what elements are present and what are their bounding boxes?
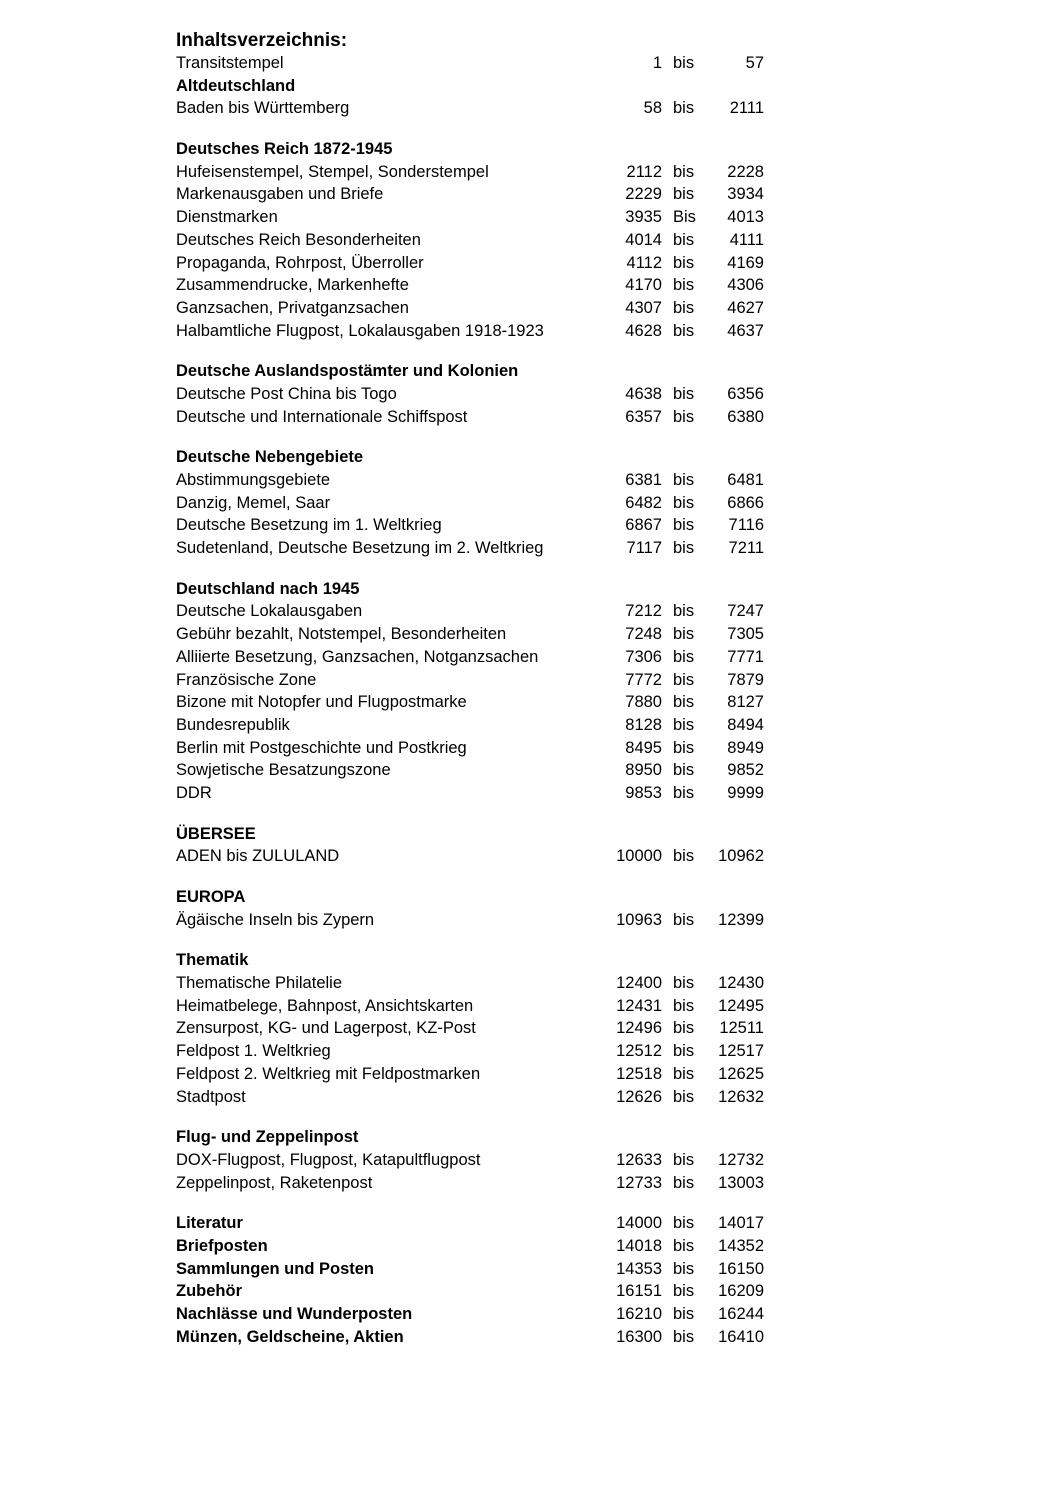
toc-entry-separator: bis bbox=[673, 910, 695, 929]
toc-entry bbox=[176, 229, 776, 252]
toc-entry bbox=[176, 1258, 776, 1281]
toc-entry bbox=[176, 406, 776, 429]
toc-entry-separator: bis bbox=[673, 54, 695, 72]
toc-entry-label: Französische Zone bbox=[176, 670, 317, 689]
page-title: Inhaltsverzeichnis: bbox=[176, 30, 348, 51]
toc-entry-to: 8127 bbox=[727, 693, 764, 712]
toc-entry-label: Zensurpost, KG- und Lagerpost, KZ-Post bbox=[176, 1019, 476, 1038]
toc-entry-label: Nachlässe und Wunderposten bbox=[176, 1305, 413, 1323]
toc-entry bbox=[176, 161, 776, 184]
toc-entry bbox=[176, 995, 776, 1018]
toc-entry-to: 12625 bbox=[718, 1064, 764, 1083]
toc-entry-label: Gebühr bezahlt, Notstempel, Besonderheiten bbox=[176, 625, 507, 644]
toc-entry bbox=[176, 469, 776, 492]
toc-entry-to: 6866 bbox=[727, 493, 764, 512]
toc-entry bbox=[176, 97, 776, 120]
toc-entry-to: 12495 bbox=[718, 996, 764, 1015]
toc-entry-from: 6381 bbox=[625, 471, 662, 489]
section-heading-label: EUROPA bbox=[176, 888, 246, 906]
toc-entry-to: 10962 bbox=[718, 847, 764, 866]
toc-entry-separator: bis bbox=[673, 1214, 695, 1233]
toc-entry-from: 1 bbox=[652, 54, 662, 72]
toc-entry-from: 8950 bbox=[625, 761, 662, 780]
toc-entry bbox=[176, 1326, 776, 1349]
toc-entry-label: Feldpost 2. Weltkrieg mit Feldpostmarken bbox=[176, 1064, 481, 1083]
section-heading-label: Thematik bbox=[176, 951, 249, 970]
section-heading bbox=[176, 1126, 776, 1149]
section-spacer bbox=[176, 868, 776, 886]
toc-entry-from: 58 bbox=[643, 99, 662, 118]
toc-entry-to: 16410 bbox=[718, 1327, 764, 1346]
section-heading-label: Deutsche Nebengebiete bbox=[176, 448, 364, 467]
toc-entry-label: Alliierte Besetzung, Ganzsachen, Notganzsachen bbox=[176, 647, 539, 666]
toc-entry-from: 4638 bbox=[625, 384, 662, 403]
toc-entry-from: 14000 bbox=[616, 1214, 662, 1233]
toc-entry-to: 13003 bbox=[718, 1173, 764, 1192]
toc-entry-label: Literatur bbox=[176, 1214, 243, 1233]
section-heading-label: ÜBERSEE bbox=[176, 824, 256, 843]
toc-entry-from: 4112 bbox=[626, 253, 662, 272]
toc-entry-from: 16151 bbox=[616, 1282, 662, 1301]
toc-entry-to: 7247 bbox=[727, 602, 764, 621]
toc-entry-label: DDR bbox=[176, 783, 212, 802]
toc-entry-separator: bis bbox=[673, 276, 695, 295]
toc-entry-label: Sowjetische Besatzungszone bbox=[176, 761, 391, 780]
toc-entry-to: 4627 bbox=[727, 298, 764, 317]
toc-entry-from: 16210 bbox=[616, 1305, 662, 1323]
toc-entry-separator: bis bbox=[673, 539, 695, 558]
toc-entry-from: 12626 bbox=[616, 1087, 662, 1106]
toc-entry-label: Halbamtliche Flugpost, Lokalausgaben 1918-1923 bbox=[176, 321, 544, 340]
toc-entry bbox=[176, 669, 776, 692]
toc-entry bbox=[176, 600, 776, 623]
toc-entry-to: 4013 bbox=[727, 208, 764, 227]
toc-entry-from: 4170 bbox=[625, 276, 662, 295]
toc-entry bbox=[176, 972, 776, 995]
toc-entry bbox=[176, 1212, 776, 1235]
toc-entry-label: Transitstempel bbox=[176, 54, 284, 72]
toc-entry-separator: bis bbox=[673, 738, 695, 757]
section-heading-label: Deutsches Reich 1872-1945 bbox=[176, 140, 393, 159]
toc-entry bbox=[176, 782, 776, 805]
toc-entry bbox=[176, 759, 776, 782]
toc-entry-label: Deutsche Lokalausgaben bbox=[176, 602, 363, 621]
section-spacer bbox=[176, 560, 776, 578]
toc-list bbox=[176, 52, 776, 1348]
toc-entry bbox=[176, 1017, 776, 1040]
toc-entry-to: 12430 bbox=[718, 974, 764, 993]
toc-entry-from: 12400 bbox=[616, 974, 662, 993]
toc-entry-label: Baden bis Württemberg bbox=[176, 99, 350, 118]
toc-entry-from: 7248 bbox=[625, 625, 662, 644]
toc-entry-separator: bis bbox=[673, 761, 695, 780]
toc-entry bbox=[176, 52, 776, 75]
toc-entry-separator: bis bbox=[673, 693, 695, 712]
toc-entry-label: Sammlungen und Posten bbox=[176, 1259, 375, 1278]
toc-entry-separator: bis bbox=[673, 230, 695, 249]
toc-entry-separator: Bis bbox=[673, 208, 696, 227]
section-heading bbox=[176, 75, 776, 98]
toc-entry-label: Zusammendrucke, Markenhefte bbox=[176, 276, 409, 295]
toc-entry-from: 6867 bbox=[625, 516, 662, 535]
toc-entry-from: 12512 bbox=[616, 1042, 662, 1061]
toc-entry bbox=[176, 845, 776, 868]
toc-entry-from: 14018 bbox=[616, 1236, 662, 1255]
section-spacer bbox=[176, 342, 776, 360]
toc-entry-to: 7305 bbox=[727, 625, 764, 644]
toc-entry-to: 6356 bbox=[727, 384, 764, 403]
toc-entry bbox=[176, 1040, 776, 1063]
toc-entry-to: 4111 bbox=[729, 230, 764, 249]
toc-entry-from: 4307 bbox=[625, 298, 662, 317]
section-spacer bbox=[176, 1108, 776, 1126]
toc-entry bbox=[176, 537, 776, 560]
toc-entry-separator: bis bbox=[673, 1305, 695, 1323]
toc-entry-separator: bis bbox=[673, 1150, 695, 1169]
toc-entry-from: 12496 bbox=[616, 1019, 662, 1038]
toc-entry-label: Stadtpost bbox=[176, 1087, 246, 1106]
toc-entry-label: Ganzsachen, Privatganzsachen bbox=[176, 298, 409, 317]
toc-entry-label: Danzig, Memel, Saar bbox=[176, 493, 331, 512]
toc-entry-to: 16150 bbox=[718, 1259, 764, 1278]
section-spacer bbox=[176, 120, 776, 138]
toc-entry-to: 4306 bbox=[727, 276, 764, 295]
toc-entry-label: Feldpost 1. Weltkrieg bbox=[176, 1042, 331, 1061]
toc-entry-label: Heimatbelege, Bahnpost, Ansichtskarten bbox=[176, 996, 474, 1015]
toc-entry-from: 12733 bbox=[616, 1173, 662, 1192]
toc-entry bbox=[176, 691, 776, 714]
toc-entry-label: Deutsche Post China bis Togo bbox=[176, 384, 397, 403]
toc-entry-label: Deutsche Besetzung im 1. Weltkrieg bbox=[176, 516, 442, 535]
toc-entry-separator: bis bbox=[673, 99, 695, 118]
toc-entry-label: DOX-Flugpost, Flugpost, Katapultflugpost bbox=[176, 1150, 481, 1169]
toc-entry-from: 4014 bbox=[625, 230, 662, 249]
toc-entry-to: 4637 bbox=[727, 321, 764, 340]
toc-entry-from: 7306 bbox=[625, 647, 662, 666]
toc-entry-label: Sudetenland, Deutsche Besetzung im 2. Weltkrieg bbox=[176, 539, 544, 558]
section-heading bbox=[176, 823, 776, 846]
toc-entry-to: 2111 bbox=[729, 99, 764, 118]
toc-entry bbox=[176, 320, 776, 343]
toc-entry-from: 2112 bbox=[626, 162, 662, 181]
toc-entry-from: 2229 bbox=[625, 185, 662, 204]
toc-entry bbox=[176, 623, 776, 646]
toc-entry-to: 6380 bbox=[727, 407, 764, 426]
toc-entry bbox=[176, 383, 776, 406]
section-heading-label: Deutsche Auslandspostämter und Kolonien bbox=[176, 362, 519, 381]
toc-entry bbox=[176, 1303, 776, 1326]
toc-entry-separator: bis bbox=[673, 625, 695, 644]
toc-entry bbox=[176, 1149, 776, 1172]
toc-entry-separator: bis bbox=[673, 1019, 695, 1038]
section-heading-label: Altdeutschland bbox=[176, 76, 296, 95]
toc-entry bbox=[176, 297, 776, 320]
toc-entry-label: Zubehör bbox=[176, 1282, 242, 1301]
toc-entry-to: 12511 bbox=[719, 1019, 764, 1038]
toc-entry-label: Deutsches Reich Besonderheiten bbox=[176, 230, 421, 249]
toc-entry bbox=[176, 206, 776, 229]
toc-entry-to: 7771 bbox=[727, 647, 764, 666]
toc-entry-to: 12399 bbox=[718, 910, 764, 929]
toc-entry bbox=[176, 646, 776, 669]
toc-entry bbox=[176, 1172, 776, 1195]
section-heading-label: Deutschland nach 1945 bbox=[176, 579, 360, 598]
toc-entry-label: Münzen, Geldscheine, Aktien bbox=[176, 1327, 404, 1346]
toc-entry-to: 14352 bbox=[718, 1236, 764, 1255]
toc-entry-from: 12518 bbox=[616, 1064, 662, 1083]
toc-entry-from: 7772 bbox=[625, 670, 662, 689]
toc-entry-from: 9853 bbox=[625, 783, 662, 802]
toc-entry-to: 16244 bbox=[718, 1305, 764, 1323]
toc-entry-label: ADEN bis ZULULAND bbox=[176, 847, 340, 866]
toc-entry-label: Deutsche und Internationale Schiffspost bbox=[176, 407, 468, 426]
toc-entry-from: 10000 bbox=[616, 847, 662, 866]
toc-entry-separator: bis bbox=[673, 253, 695, 272]
toc-entry-separator: bis bbox=[673, 321, 695, 340]
toc-entry-separator: bis bbox=[673, 185, 695, 204]
toc-entry bbox=[176, 183, 776, 206]
section-heading bbox=[176, 949, 776, 972]
section-spacer bbox=[176, 931, 776, 949]
toc-entry-label: Propaganda, Rohrpost, Überroller bbox=[176, 253, 424, 272]
toc-entry-to: 12517 bbox=[718, 1042, 764, 1061]
toc-entry-label: Ägäische Inseln bis Zypern bbox=[176, 910, 375, 929]
toc-entry-separator: bis bbox=[673, 1042, 695, 1061]
toc-entry bbox=[176, 514, 776, 537]
section-spacer bbox=[176, 1194, 776, 1212]
toc-entry-to: 12632 bbox=[718, 1087, 764, 1106]
section-heading bbox=[176, 886, 776, 909]
toc-entry-from: 6357 bbox=[625, 407, 662, 426]
toc-entry bbox=[176, 1063, 776, 1086]
toc-entry-separator: bis bbox=[673, 1173, 695, 1192]
toc-entry-separator: bis bbox=[673, 783, 695, 802]
toc-entry-separator: bis bbox=[673, 162, 695, 181]
toc-entry-label: Bundesrepublik bbox=[176, 715, 290, 734]
toc-entry-separator: bis bbox=[673, 847, 695, 866]
toc-entry-label: Hufeisenstempel, Stempel, Sonderstempel bbox=[176, 162, 489, 181]
section-spacer bbox=[176, 805, 776, 823]
section-heading-label: Flug- und Zeppelinpost bbox=[176, 1128, 359, 1147]
toc-entry-to: 7116 bbox=[728, 516, 764, 535]
toc-entry-label: Briefposten bbox=[176, 1236, 268, 1255]
toc-entry bbox=[176, 714, 776, 737]
toc-entry-label: Abstimmungsgebiete bbox=[176, 471, 331, 489]
section-heading bbox=[176, 360, 776, 383]
toc-entry-to: 3934 bbox=[727, 185, 764, 204]
toc-entry-separator: bis bbox=[673, 1327, 695, 1346]
toc-entry-label: Bizone mit Notopfer und Flugpostmarke bbox=[176, 693, 467, 712]
toc-entry-from: 14353 bbox=[616, 1259, 662, 1278]
toc-entry-label: Thematische Philatelie bbox=[176, 974, 342, 993]
toc-entry-separator: bis bbox=[673, 298, 695, 317]
toc-entry-separator: bis bbox=[673, 715, 695, 734]
toc-entry-from: 7212 bbox=[625, 602, 662, 621]
toc-entry-from: 12633 bbox=[616, 1150, 662, 1169]
toc-entry-label: Zeppelinpost, Raketenpost bbox=[176, 1173, 373, 1192]
toc-entry-separator: bis bbox=[673, 1236, 695, 1255]
toc-entry bbox=[176, 909, 776, 932]
toc-entry-from: 7117 bbox=[626, 539, 662, 558]
toc-entry-label: Markenausgaben und Briefe bbox=[176, 185, 384, 204]
toc-entry-separator: bis bbox=[673, 516, 695, 535]
toc-entry-separator: bis bbox=[673, 407, 695, 426]
toc-entry-separator: bis bbox=[673, 1087, 695, 1106]
table-of-contents bbox=[176, 30, 776, 1348]
toc-entry-to: 12732 bbox=[718, 1150, 764, 1169]
toc-entry bbox=[176, 1280, 776, 1303]
toc-entry bbox=[176, 1086, 776, 1109]
toc-entry-from: 8128 bbox=[625, 715, 662, 734]
toc-entry-separator: bis bbox=[673, 384, 695, 403]
toc-entry-separator: bis bbox=[673, 974, 695, 993]
section-heading bbox=[176, 446, 776, 469]
toc-entry-to: 7879 bbox=[727, 670, 764, 689]
toc-entry-label: Dienstmarken bbox=[176, 208, 278, 227]
toc-entry bbox=[176, 252, 776, 275]
toc-entry-separator: bis bbox=[673, 996, 695, 1015]
toc-entry-separator: bis bbox=[673, 1259, 695, 1278]
toc-entry-from: 6482 bbox=[625, 493, 662, 512]
toc-entry-from: 10963 bbox=[616, 910, 662, 929]
toc-entry-separator: bis bbox=[673, 493, 695, 512]
toc-entry-label: Berlin mit Postgeschichte und Postkrieg bbox=[176, 738, 467, 757]
toc-entry-to: 9999 bbox=[727, 783, 764, 802]
toc-entry-separator: bis bbox=[673, 1064, 695, 1083]
toc-entry-separator: bis bbox=[673, 670, 695, 689]
toc-entry-from: 7880 bbox=[625, 693, 662, 712]
toc-entry-from: 12431 bbox=[616, 996, 662, 1015]
toc-entry bbox=[176, 737, 776, 760]
toc-entry bbox=[176, 1235, 776, 1258]
section-heading bbox=[176, 578, 776, 601]
toc-entry bbox=[176, 274, 776, 297]
section-spacer bbox=[176, 428, 776, 446]
toc-entry-to: 16209 bbox=[718, 1282, 764, 1301]
toc-entry bbox=[176, 492, 776, 515]
toc-entry-to: 8949 bbox=[727, 738, 764, 757]
toc-entry-to: 14017 bbox=[718, 1214, 764, 1233]
toc-entry-from: 4628 bbox=[625, 321, 662, 340]
toc-entry-separator: bis bbox=[673, 471, 695, 489]
toc-entry-separator: bis bbox=[673, 647, 695, 666]
toc-entry-from: 16300 bbox=[616, 1327, 662, 1346]
toc-entry-to: 7211 bbox=[728, 539, 764, 558]
toc-entry-separator: bis bbox=[673, 602, 695, 621]
toc-entry-separator: bis bbox=[673, 1282, 695, 1301]
toc-entry-to: 2228 bbox=[727, 162, 764, 181]
toc-entry-to: 9852 bbox=[727, 761, 764, 780]
toc-entry-to: 8494 bbox=[727, 715, 764, 734]
toc-entry-from: 8495 bbox=[625, 738, 662, 757]
section-heading bbox=[176, 138, 776, 161]
toc-entry-to: 6481 bbox=[727, 471, 764, 489]
toc-entry-to: 57 bbox=[745, 54, 764, 72]
toc-entry-to: 4169 bbox=[727, 253, 764, 272]
toc-entry-from: 3935 bbox=[625, 208, 662, 227]
